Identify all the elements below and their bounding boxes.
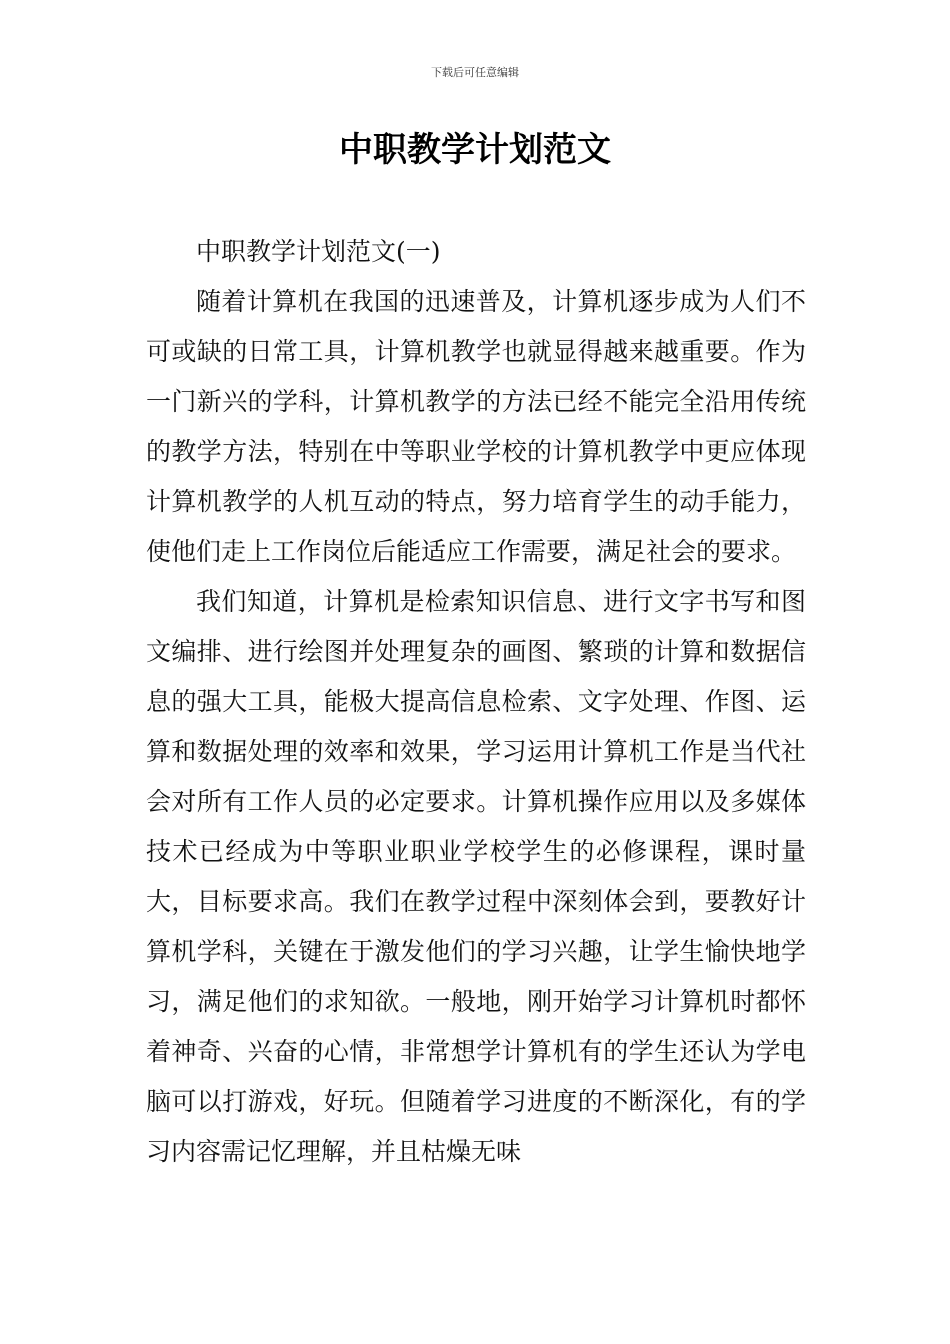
section-heading: 中职教学计划范文(一): [196, 237, 441, 266]
document-title: 中职教学计划范文: [339, 130, 611, 170]
paragraph: 我们知道，计算机是检索知识信息、进行文字书写和图文编排、进行绘图并处理复杂的画图、繁琐的计算和数据信息的强大工具，能极大提高信息检索、文字处理、作图、运算和数据处理的效率和效果，学习运用计算机工作是当代社会对所有工作人员的必定要求。计算机操作应用以及多媒体技术已经成为中等职业职业学校学生的必修课程，课时量大，目标要求高。我们在教学过程中深刻体会到，要教好计算机学科，关键在于激发他们的学习兴趣，让学生愉快地学习，满足他们的求知欲。一般地，刚开始学习计算机时都怀着神奇、兴奋的心情，非常想学计算机有的学生还认为学电脑可以打游戏，好玩。但随着学习进度的不断深化，有的学习内容需记忆理解，并且枯燥无味: [146, 587, 806, 1166]
paragraph: 随着计算机在我国的迅速普及，计算机逐步成为人们不可或缺的日常工具，计算机教学也就显得越来越重要。作为一门新兴的学科，计算机教学的方法已经不能完全沿用传统的教学方法，特别在中等职业学校的计算机教学中更应体现计算机教学的人机互动的特点，努力培育学生的动手能力，使他们走上工作岗位后能适应工作需要，满足社会的要求。: [146, 287, 806, 566]
header-note: 下载后可任意编辑: [431, 66, 519, 79]
document-body: [146, 227, 806, 1177]
